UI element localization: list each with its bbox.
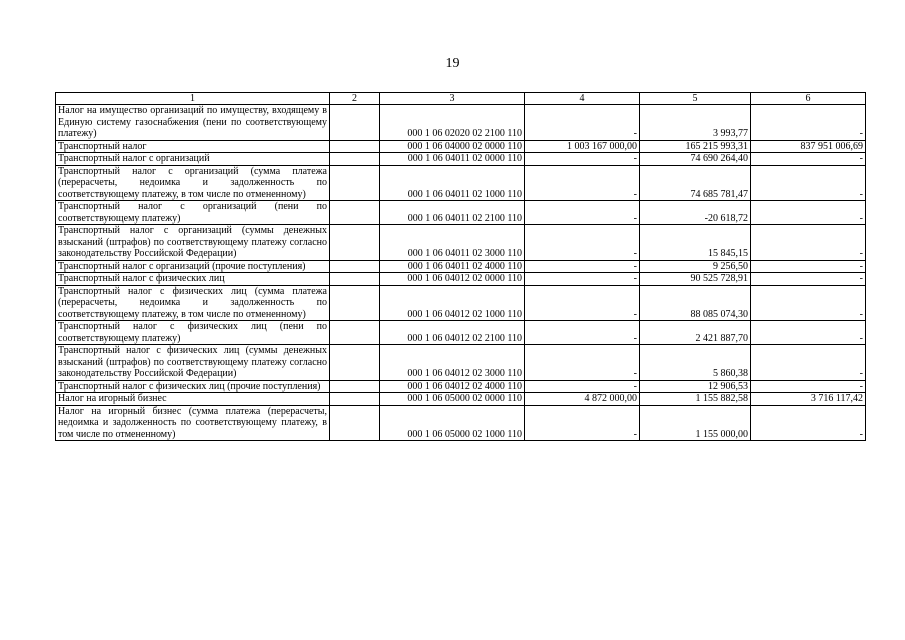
row-executed: -20 618,72 [640,201,751,225]
row-name: Транспортный налог [56,140,330,153]
row-name: Транспортный налог с организаций (пени по соответствующему платежу) [56,201,330,225]
row-approved: - [525,260,640,273]
row-executed: 5 860,38 [640,345,751,381]
table-row [56,285,866,321]
row-col2 [330,380,380,393]
row-budget-code: 000 1 06 05000 02 1000 110 [380,405,525,441]
row-unexecuted: - [751,201,866,225]
row-unexecuted: - [751,380,866,393]
row-col2 [330,201,380,225]
row-budget-code: 000 1 06 02020 02 2100 110 [380,105,525,141]
row-col2 [330,225,380,261]
row-unexecuted: - [751,405,866,441]
row-approved: - [525,321,640,345]
row-col2 [330,260,380,273]
row-approved: - [525,225,640,261]
row-name: Транспортный налог с физических лиц (пени по соответствующему платежу) [56,321,330,345]
row-col2 [330,405,380,441]
row-executed: 165 215 993,31 [640,140,751,153]
row-approved: - [525,405,640,441]
row-executed: 12 906,53 [640,380,751,393]
column-number-3: 3 [380,93,525,105]
row-executed: 1 155 000,00 [640,405,751,441]
row-executed: 88 085 074,30 [640,285,751,321]
row-col2 [330,393,380,406]
row-unexecuted: 837 951 006,69 [751,140,866,153]
table-row [56,380,866,393]
row-unexecuted: - [751,105,866,141]
row-unexecuted: - [751,260,866,273]
row-name: Транспортный налог с организаций (сумма платежа (перерасчеты, недоимка и задолженность по соответствующему платежу, в том числе по отмененному) [56,165,330,201]
row-budget-code: 000 1 06 04011 02 4000 110 [380,260,525,273]
row-col2 [330,140,380,153]
row-col2 [330,345,380,381]
table-row [56,405,866,441]
column-number-row [56,93,866,105]
table-row [56,321,866,345]
row-executed: 9 256,50 [640,260,751,273]
row-executed: 2 421 887,70 [640,321,751,345]
row-approved: - [525,380,640,393]
row-executed: 74 690 264,40 [640,153,751,166]
row-name: Транспортный налог с физических лиц (прочие поступления) [56,380,330,393]
budget-execution-table [55,92,866,441]
row-name: Налог на имущество организаций по имуществу, входящему в Единую систему газоснабжения (пени по соответствующему платежу) [56,105,330,141]
row-budget-code: 000 1 06 04011 02 1000 110 [380,165,525,201]
row-budget-code: 000 1 06 04011 02 0000 110 [380,153,525,166]
row-unexecuted: - [751,345,866,381]
row-budget-code: 000 1 06 05000 02 0000 110 [380,393,525,406]
row-name: Транспортный налог с организаций (прочие поступления) [56,260,330,273]
row-name: Транспортный налог с организаций [56,153,330,166]
column-number-5: 5 [640,93,751,105]
row-budget-code: 000 1 06 04012 02 4000 110 [380,380,525,393]
column-number-6: 6 [751,93,866,105]
row-unexecuted: - [751,225,866,261]
column-number-1: 1 [56,93,330,105]
table-row [56,165,866,201]
row-unexecuted: - [751,153,866,166]
row-budget-code: 000 1 06 04011 02 3000 110 [380,225,525,261]
row-approved: - [525,105,640,141]
table-row [56,201,866,225]
row-unexecuted: - [751,285,866,321]
table-row [56,140,866,153]
row-executed: 15 845,15 [640,225,751,261]
table-row [56,260,866,273]
row-name: Налог на игорный бизнес (сумма платежа (перерасчеты, недоимка и задолженность по соответствующему платежу, в том числе по отмененному) [56,405,330,441]
row-executed: 3 993,77 [640,105,751,141]
page-number: 19 [445,56,460,71]
row-budget-code: 000 1 06 04011 02 2100 110 [380,201,525,225]
row-unexecuted: - [751,273,866,286]
row-budget-code: 000 1 06 04012 02 2100 110 [380,321,525,345]
row-name: Транспортный налог с физических лиц (сумма платежа (перерасчеты, недоимка и задолженность по соответствующему платежу, в том числе по отмененному) [56,285,330,321]
table-row [56,105,866,141]
row-approved: - [525,153,640,166]
row-approved: - [525,273,640,286]
column-number-2: 2 [330,93,380,105]
row-col2 [330,165,380,201]
row-col2 [330,321,380,345]
row-approved: 4 872 000,00 [525,393,640,406]
table-row [56,345,866,381]
row-col2 [330,153,380,166]
row-executed: 90 525 728,91 [640,273,751,286]
row-budget-code: 000 1 06 04000 02 0000 110 [380,140,525,153]
table-row [56,225,866,261]
table-row [56,393,866,406]
row-name: Налог на игорный бизнес [56,393,330,406]
row-col2 [330,273,380,286]
row-budget-code: 000 1 06 04012 02 1000 110 [380,285,525,321]
row-executed: 1 155 882,58 [640,393,751,406]
row-unexecuted: - [751,165,866,201]
column-number-4: 4 [525,93,640,105]
row-unexecuted: - [751,321,866,345]
row-name: Транспортный налог с физических лиц [56,273,330,286]
row-approved: - [525,165,640,201]
row-budget-code: 000 1 06 04012 02 0000 110 [380,273,525,286]
row-name: Транспортный налог с организаций (суммы денежных взысканий (штрафов) по соответствующему платежу согласно законодательству Российской Федерации) [56,225,330,261]
table-row [56,153,866,166]
row-approved: - [525,345,640,381]
row-budget-code: 000 1 06 04012 02 3000 110 [380,345,525,381]
row-col2 [330,285,380,321]
row-executed: 74 685 781,47 [640,165,751,201]
row-approved: 1 003 167 000,00 [525,140,640,153]
row-col2 [330,105,380,141]
table-row [56,273,866,286]
row-name: Транспортный налог с физических лиц (суммы денежных взысканий (штрафов) по соответствующему платежу согласно законодательству Российской Федерации) [56,345,330,381]
row-approved: - [525,285,640,321]
row-unexecuted: 3 716 117,42 [751,393,866,406]
row-approved: - [525,201,640,225]
